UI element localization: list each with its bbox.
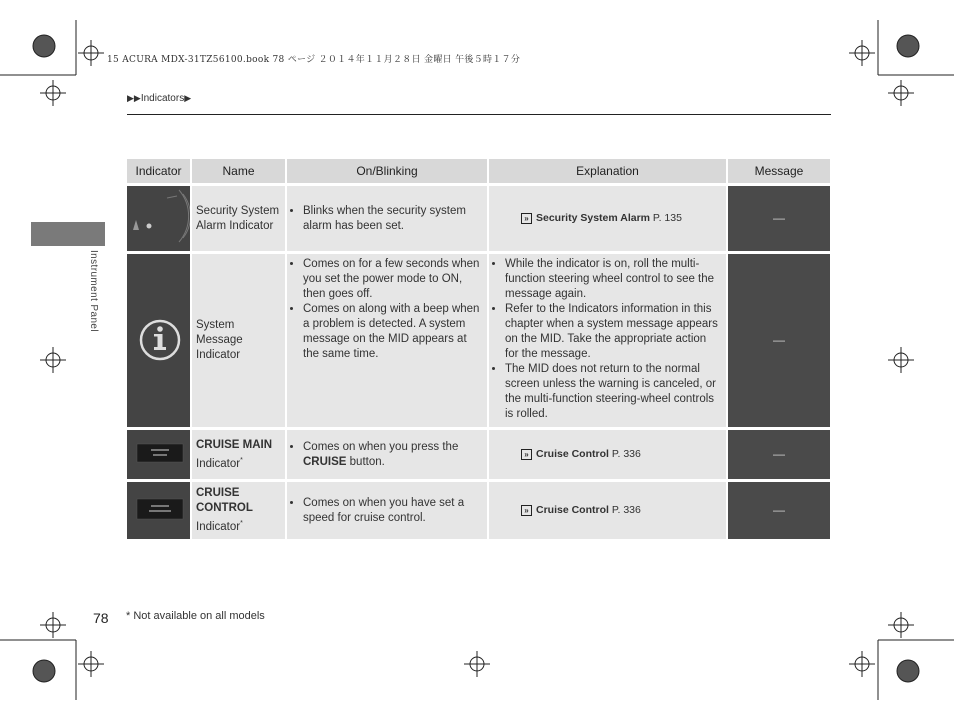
cross-reference[interactable] [493, 447, 722, 462]
header-on-blinking: On/Blinking [287, 159, 487, 183]
cruise-control-icon [127, 482, 190, 534]
info-i-icon [127, 254, 190, 422]
explanation-cell [489, 482, 726, 539]
explanation-cell [489, 186, 726, 251]
indicator-name [192, 430, 285, 479]
reference-arrow-icon: » [521, 213, 532, 224]
header-explanation: Explanation [489, 159, 726, 183]
explanation-item: • The MID does not return to the normal screen unless the warning is canceled, or the multi-function steering-wheel controls is rolled. [505, 362, 722, 422]
on-blinking-cell [287, 430, 487, 479]
print-header: 15 ACURA MDX-31TZ56100.book 78 ページ ２０１４年１１月２８日 金曜日 午後５時１７分 [107, 55, 521, 65]
on-blinking-text: Comes on when you press the [303, 440, 459, 453]
indicators-table [125, 156, 832, 542]
cross-reference[interactable] [493, 211, 722, 226]
xref-page: P. 336 [611, 504, 641, 516]
message-cell: — [728, 186, 830, 251]
explanation-item: • Refer to the Indicators information in this chapter when a system message appears on the MID. Take the appropriate action for the message. [505, 302, 722, 362]
xref-title: Cruise Control [536, 448, 609, 460]
explanation-cell [489, 430, 726, 479]
header-message: Message [728, 159, 830, 183]
message-cell: — [728, 430, 830, 479]
on-blinking-item: • Blinks when the security system alarm has been set. [303, 204, 483, 234]
cross-reference[interactable] [493, 503, 722, 518]
table-row [127, 254, 830, 427]
reference-arrow-icon: » [521, 449, 532, 460]
on-blinking-cell [287, 254, 487, 427]
on-blinking-cell [287, 482, 487, 539]
indicator-cell [127, 186, 190, 251]
explanation-item: • While the indicator is on, roll the multi-function steering wheel control to see the message again. [505, 257, 722, 302]
indicator-name-bold: CRUISE MAIN [196, 438, 273, 451]
xref-page: P. 336 [611, 448, 641, 460]
breadcrumb-arrows: ▶▶ [127, 93, 141, 103]
on-blinking-item [303, 440, 483, 470]
indicator-cell [127, 430, 190, 479]
on-blinking-item: • Comes on along with a beep when a problem is detected. A system message on the MID appears at the same time. [303, 302, 483, 362]
page-number: 78 [93, 610, 109, 626]
footnote: * Not available on all models [126, 610, 265, 622]
on-blinking-text-end: button. [346, 455, 385, 468]
breadcrumb-tail: ▶ [184, 93, 192, 103]
indicator-name-rest: Indicator [196, 520, 241, 533]
indicator-cell [127, 482, 190, 539]
xref-page: P. 135 [652, 212, 682, 224]
explanation-cell [489, 254, 726, 427]
table-row [127, 430, 830, 479]
reference-arrow-icon: » [521, 505, 532, 516]
asterisk: * [240, 456, 243, 464]
indicator-name: System Message Indicator [192, 254, 285, 427]
indicator-cell [127, 254, 190, 427]
indicator-name [192, 482, 285, 539]
asterisk: * [240, 520, 243, 528]
header-indicator: Indicator [127, 159, 190, 183]
breadcrumb [127, 93, 191, 104]
cruise-button-label: CRUISE [303, 455, 347, 468]
table-row [127, 186, 830, 251]
xref-title: Security System Alarm [536, 212, 650, 224]
header-rule [127, 114, 831, 115]
on-blinking-cell [287, 186, 487, 251]
on-blinking-item: • Comes on when you have set a speed for cruise control. [303, 496, 483, 526]
xref-title: Cruise Control [536, 504, 609, 516]
message-cell: — [728, 254, 830, 427]
breadcrumb-link[interactable]: Indicators [140, 93, 185, 104]
indicator-name-rest: Indicator [196, 457, 241, 470]
table-header-row [127, 159, 830, 183]
on-blinking-item: • Comes on for a few seconds when you set the power mode to ON, then goes off. [303, 257, 483, 302]
indicator-name: Security System Alarm Indicator [192, 186, 285, 251]
security-alarm-icon [127, 186, 190, 246]
header-name: Name [192, 159, 285, 183]
table-row [127, 482, 830, 539]
cruise-main-icon [127, 430, 190, 474]
message-cell: — [728, 482, 830, 539]
indicator-name-bold: CRUISE CONTROL [196, 487, 253, 515]
section-side-label: Instrument Panel [88, 250, 99, 332]
section-tab [31, 222, 105, 246]
